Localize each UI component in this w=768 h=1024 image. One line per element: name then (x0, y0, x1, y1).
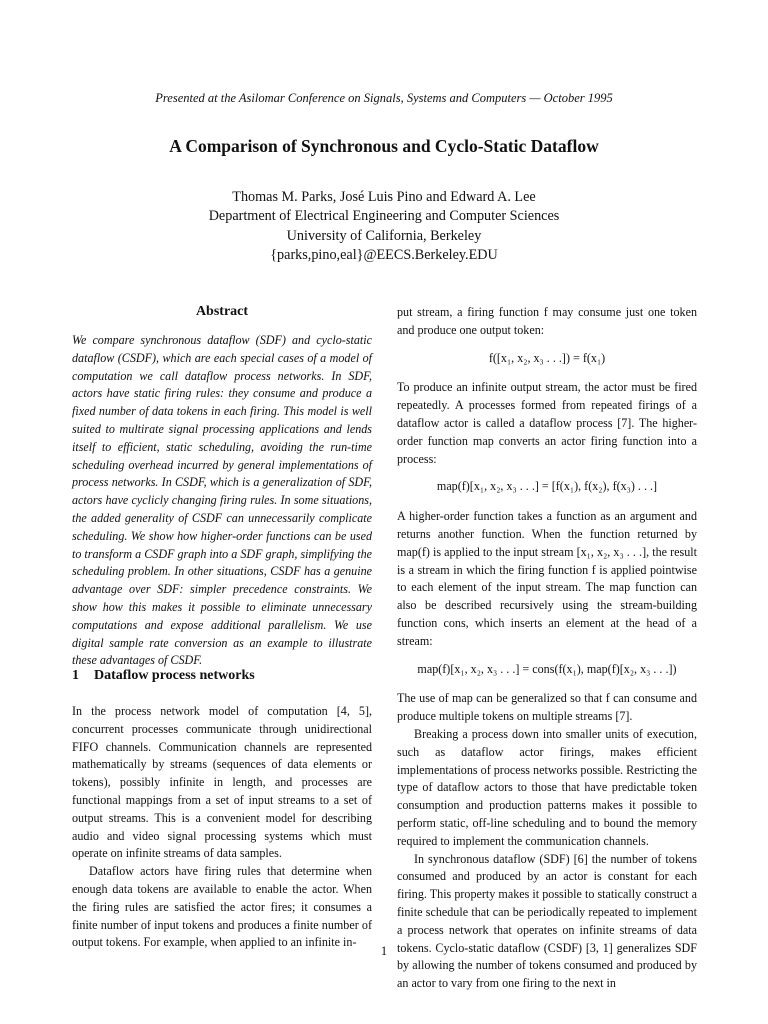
left-column-body (72, 703, 372, 952)
paper-title: A Comparison of Synchronous and Cyclo-Static Dataflow (169, 136, 599, 156)
author-department: Department of Electrical Engineering and Computer Sciences (208, 208, 560, 225)
abstract-text: We compare synchronous dataflow (SDF) and cyclo-static dataflow (CSDF), which are each special cases of a model of computation we call dataflow process networks. In SDF, actors have static firing rules: they consume and produce a fixed number of data tokens in each firing. This model is well suited to multirate signal processing applications and lends itself to efficient, static scheduling, avoiding the run-time scheduling overhead incurred by general implementations of process networks. In CSDF, which is a generalization of SDF, actors have cyclicly changing firing rules. In some situations, the added generality of CSDF can unnecessarily complicate scheduling. We show how higher-order functions can be used to transform a CSDF graph into a SDF graph, simplifying the scheduling problem. In other situations, CSDF has a genuine advantage over SDF: simpler precedence constraints. We show how this makes it possible to eliminate unnecessary computations and expose additional parallelism. We use digital sample rate conversion as an example to illustrate these advantages of CSDF. (72, 333, 372, 668)
right-column (397, 304, 697, 993)
paragraph: In synchronous dataflow (SDF) [6] the number of tokens consumed and produced by an actor is constant for each firing. This property makes it possible to statically construct a finite schedule that can be periodically repeated to implement a process network that operates on infinite streams of data tokens. Cyclo-static dataflow (CSDF) [3, 1] generalizes SDF by allowing the number of tokens consumed and produced by an actor to vary from one firing to the next in (397, 851, 697, 991)
equation: map(f)[x₁, x₂, x₃ . . .] = [f(x₁), f(x₂), f(x₃) . . .] (436, 479, 658, 494)
paragraph: In the process network model of computation [4, 5], concurrent processes communicate through unidirectional FIFO channels. Communication channels are represented mathematically by streams (sequences of data elements or tokens), possibly infinite in length, and processes are functional mappings from a set of input streams to a set of output streams. This is a convenient model for describing audio and video signal processing systems which must operate on infinite streams of data samples. (72, 704, 372, 861)
paragraph: Breaking a process down into smaller units of execution, such as dataflow actor firings, makes efficient implementations of process networks possible. Restricting the type of dataflow actors to those that have predictable token consumption and production patterns makes it possible to perform static, off-line scheduling and to bound the memory required to implement the communication channels. (397, 726, 697, 848)
equation: map(f)[x₁, x₂, x₃ . . .] = cons(f(x₁), map(f)[x₂, x₃ . . .]) (417, 661, 677, 676)
paragraph: The use of map can be generalized so that f can consume and produce multiple tokens on multiple streams [7]. (397, 691, 697, 724)
section-heading (72, 668, 255, 684)
conference-header: Presented at the Asilomar Conference on Signals, Systems and Computers — October 1995 (155, 91, 613, 105)
paragraph: To produce an infinite output stream, the actor must be fired repeatedly. A processes formed from repeated firings of a dataflow actor is called a dataflow process [7]. The higher-order function map converts an actor firing function into a process: (397, 380, 697, 466)
author-university: University of California, Berkeley (286, 227, 482, 244)
author-block (0, 188, 768, 265)
paragraph: Dataflow actors have firing rules that determine when enough data tokens are available to enable the actor. When the firing rules are satisfied the actor fires; it consumes a finite number of input tokens and produces a finite number of output tokens. For example, when applied to an infinite in- (72, 864, 372, 950)
paragraph: put stream, a firing function f may consume just one token and produce one output token: (397, 305, 697, 337)
author-email: {parks,pino,eal}@EECS.Berkeley.EDU (270, 246, 498, 263)
section-title: Dataflow process networks (94, 668, 255, 683)
paragraph: A higher-order function takes a function as an argument and returns another function. When the function returned by map(f) is applied to the input stream [x₁, x₂, x₃ . . .], the result is a stream in which the firing function f is applied pointwise to each element of the input stream. The map function can also be described recursively using the stream-building function cons, which inserts an element at the head of a stream: (397, 509, 697, 648)
section-number: 1 (72, 668, 79, 683)
abstract-heading: Abstract (195, 304, 249, 319)
page-number: 1 (380, 944, 388, 958)
author-names: Thomas M. Parks, José Luis Pino and Edward A. Lee (232, 189, 536, 205)
equation: f([x₁, x₂, x₃ . . .]) = f(x₁) (488, 350, 606, 365)
